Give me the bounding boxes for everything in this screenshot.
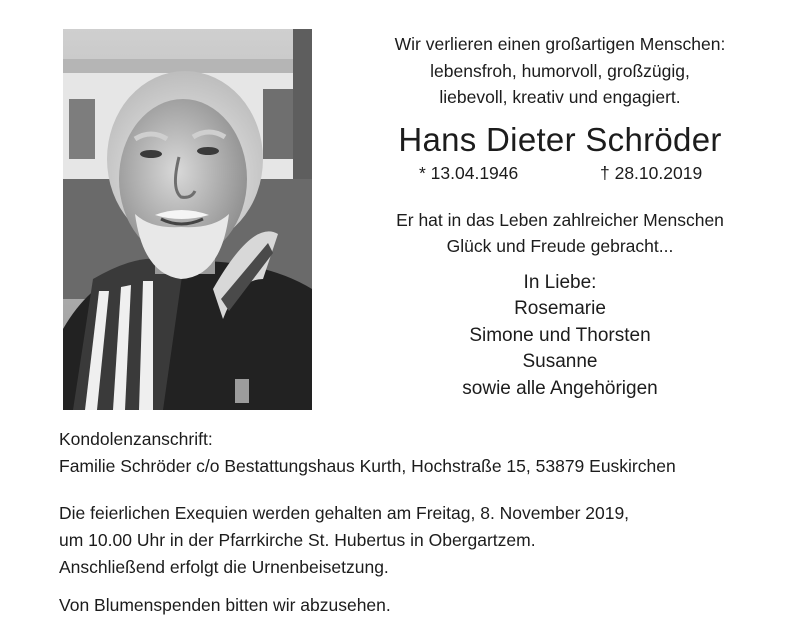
intro-line: lebensfroh, humorvoll, großzügig, (430, 60, 690, 81)
flowers-note: Von Blumenspenden bitten wir abzusehen. (59, 595, 391, 615)
notice-footer (59, 426, 779, 619)
mourners-list (340, 270, 780, 403)
service-line: um 10.00 Uhr in der Pfarrkirche St. Hubertus in Obergartzem. (59, 530, 536, 550)
notice-text-block (340, 31, 780, 402)
condolence-label: Kondolenzanschrift: (59, 429, 213, 449)
service-info (59, 500, 779, 581)
portrait-photo (63, 29, 312, 410)
service-line: Die feierlichen Exequien werden gehalten am Freitag, 8. November 2019, (59, 503, 630, 523)
life-dates (340, 163, 780, 189)
condolence-address: Familie Schröder c/o Bestattungshaus Kurth, Hochstraße 15, 53879 Euskirchen (59, 456, 676, 476)
intro-text (340, 31, 780, 111)
mourner-name: sowie alle Angehörigen (462, 377, 658, 399)
service-line: Anschließend erfolgt die Urnenbeisetzung. (59, 557, 389, 577)
mourner-name: Rosemarie (514, 298, 606, 319)
intro-line: Wir verlieren einen großartigen Menschen: (394, 34, 726, 54)
mourner-name: Simone und Thorsten (469, 324, 651, 346)
mourner-name: Susanne (522, 351, 598, 372)
tribute-text (340, 207, 780, 260)
death-date: † 28.10.2019 (600, 162, 703, 183)
mourners-heading: In Liebe: (523, 271, 597, 293)
tribute-line: Glück und Freude gebracht... (446, 236, 674, 256)
intro-line: liebevoll, kreativ und engagiert. (439, 87, 681, 107)
tribute-line: Er hat in das Leben zahlreicher Menschen (396, 209, 724, 230)
birth-date: * 13.04.1946 (419, 162, 519, 183)
deceased-name: Hans Dieter Schröder (398, 120, 722, 158)
